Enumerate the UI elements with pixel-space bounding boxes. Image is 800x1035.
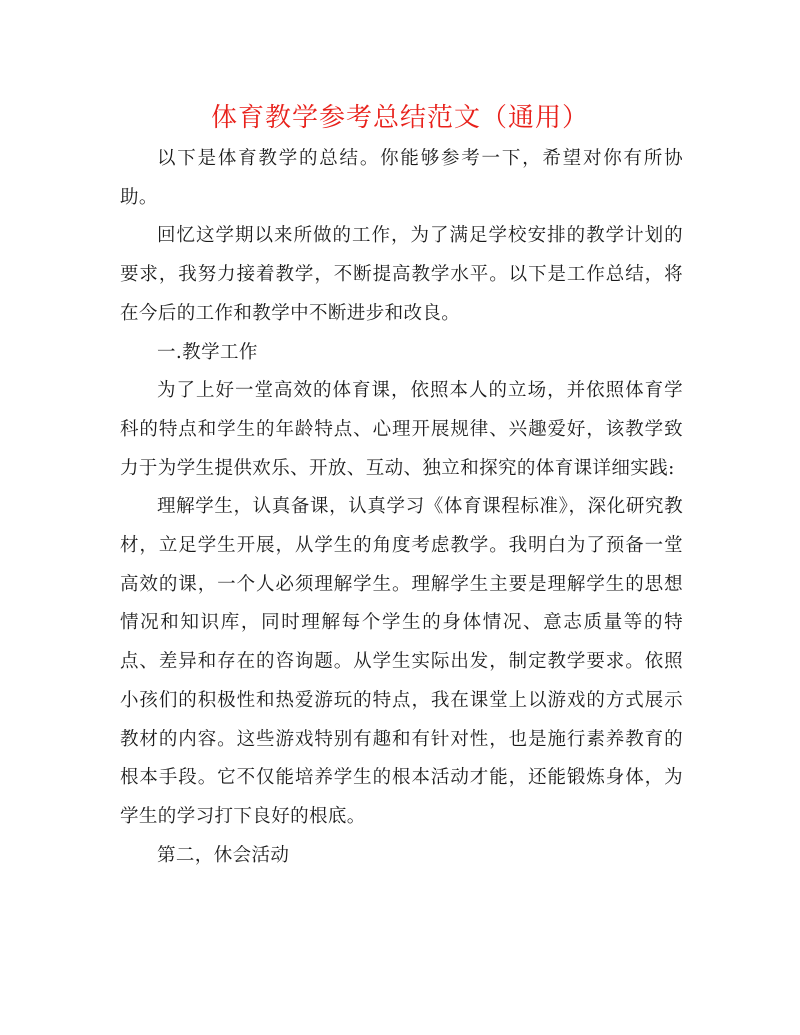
document-title: 体育教学参考总结范文（通用） [210, 103, 589, 133]
paragraph-review: 回忆这学期以来所做的工作，为了满足学校安排的教学计划的要求，我努力接着教学，不断提高教学水平。以下是工作总结，将在今后的工作和教学中不断进步和改良。 [120, 225, 683, 324]
paragraph-intro: 以下是体育教学的总结。你能够参考一下，希望对你有所协助。 [120, 148, 683, 208]
paragraph-teaching-goal: 为了上好一堂高效的体育课，依照本人的立场，并依照体育学科的特点和学生的年龄特点、心理开展规律、兴趣爱好，该教学致力于为学生提供欢乐、开放、互动、独立和探究的体育课详细实践: [120, 380, 683, 479]
paragraph-understand-students: 理解学生，认真备课，认真学习《体育课程标准》，深化研究教材，立足学生开展，从学生的角度考虑教学。我明白为了预备一堂高效的课，一个人必须理解学生。理解学生主要是理解学生的思想情况和知识库，同时理解每个学生的身体情况、意志质量等的特点、差异和存在的咨询题。从学生实际出发，制定教学要求。依照小孩们的积极性和热爱游玩的特点，我在课堂上以游戏的方式展示教材的内容。这些游戏特别有趣和有针对性，也是施行素养教育的根本手段。它不仅能培养学生的根本活动才能，还能锻炼身体，为学生的学习打下良好的根底。 [120, 496, 683, 827]
section-heading-teaching: 一.教学工作 [157, 341, 258, 363]
document-body [120, 140, 683, 875]
section-heading-activities: 第二，休会活动 [157, 844, 290, 866]
